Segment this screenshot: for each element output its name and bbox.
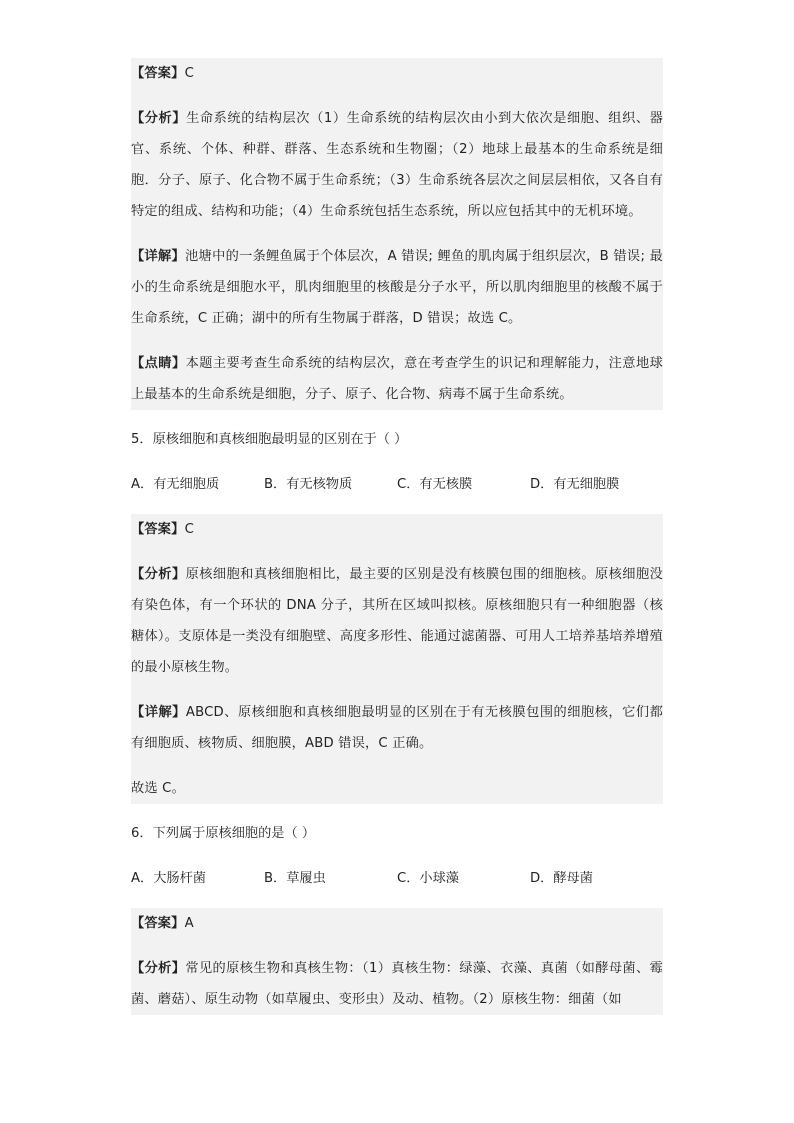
q5-conclusion: 故选 C。: [131, 781, 185, 796]
q6-option-d: D．酵母菌: [530, 871, 593, 886]
answer-value: C: [184, 66, 194, 81]
q6-answer-line: [131, 908, 663, 939]
q6-solution-block: [131, 908, 663, 1015]
q6-option-c: C．小球藻: [397, 871, 459, 886]
comment-tag: 【点睛】: [131, 356, 186, 371]
q4-solution-block: [131, 58, 663, 410]
detail-tag: 【详解】: [131, 249, 186, 264]
question-5-options: [131, 469, 663, 500]
q5-answer-value: C: [184, 522, 194, 537]
q6-answer-value: A: [184, 916, 194, 931]
comment-paragraph: [131, 348, 663, 410]
q6-analysis-tag: 【分析】: [131, 961, 186, 976]
q5-detail-text: ABCD、原核细胞和真核细胞最明显的区别在于有无核膜包围的细胞核，它们都有细胞质、核物质、细胞膜，ABD 错误，C 正确。: [131, 705, 663, 751]
document-content: [131, 58, 663, 1015]
detail-text: 池塘中的一条鲤鱼属于个体层次，A 错误; 鲤鱼的肌肉属于组织层次，B 错误; 最小的生命系统是细胞水平，肌肉细胞里的核酸是分子水平，所以肌肉细胞里的核酸不属于生命系统，C 正确；湖中的所有生物属于群落，D 错误；故选 C。: [131, 249, 663, 326]
q5-answer-tag: 【答案】: [131, 522, 185, 537]
question-5: 5．原核细胞和真核细胞最明显的区别在于（ ）: [131, 432, 408, 447]
q5-solution-block: [131, 514, 663, 804]
q6-answer-tag: 【答案】: [131, 916, 185, 931]
question-6-options: [131, 863, 663, 894]
analysis-paragraph: [131, 103, 663, 227]
answer-line: [131, 58, 663, 89]
answer-tag: 【答案】: [131, 66, 185, 81]
q5-answer-line: [131, 514, 663, 545]
analysis-text: 生命系统的结构层次（1）生命系统的结构层次由小到大依次是细胞、组织、器官、系统、个体、种群、群落、生态系统和生物圈；（2）地球上最基本的生命系统是细胞．分子、原子、化合物不属于生命系统；（3）生命系统各层次之间层层相依，又各自有特定的组成、结构和功能；（4）生命系统包括生态系统，所以应包括其中的无机环境。: [131, 111, 663, 219]
q6-analysis-paragraph: [131, 953, 663, 1015]
question-6: 6．下列属于原核细胞的是（ ）: [131, 826, 316, 841]
q5-option-a: A．有无细胞质: [131, 477, 220, 492]
q6-option-a: A．大肠杆菌: [131, 871, 206, 886]
comment-text: 本题主要考查生命系统的结构层次，意在考查学生的识记和理解能力，注意地球上最基本的生命系统是细胞，分子、原子、化合物、病毒不属于生命系统。: [131, 356, 663, 402]
q6-analysis-text: 常见的原核生物和真核生物：（1）真核生物：绿藻、衣藻、真菌（如酵母菌、霉菌、蘑菇）、原生动物（如草履虫、变形虫）及动、植物。（2）原核生物：细菌（如: [131, 961, 663, 1007]
q6-option-b: B．草履虫: [264, 871, 326, 886]
q5-option-b: B．有无核物质: [264, 477, 353, 492]
q5-detail-paragraph: [131, 697, 663, 759]
q5-detail-tag: 【详解】: [131, 705, 186, 720]
analysis-tag: 【分析】: [131, 111, 187, 126]
q5-analysis-paragraph: [131, 559, 663, 683]
q5-analysis-tag: 【分析】: [131, 567, 186, 582]
detail-paragraph: [131, 241, 663, 334]
q5-option-d: D．有无细胞膜: [530, 477, 620, 492]
q5-analysis-text: 原核细胞和真核细胞相比，最主要的区别是没有核膜包围的细胞核。原核细胞没有染色体，有一个环状的 DNA 分子，其所在区域叫拟核。原核细胞只有一种细胞器（核糖体）。支原体是一类没有细胞壁、高度多形性、能通过滤菌器、可用人工培养基培养增殖的最小原核生物。: [131, 567, 663, 675]
q5-option-c: C．有无核膜: [397, 477, 473, 492]
